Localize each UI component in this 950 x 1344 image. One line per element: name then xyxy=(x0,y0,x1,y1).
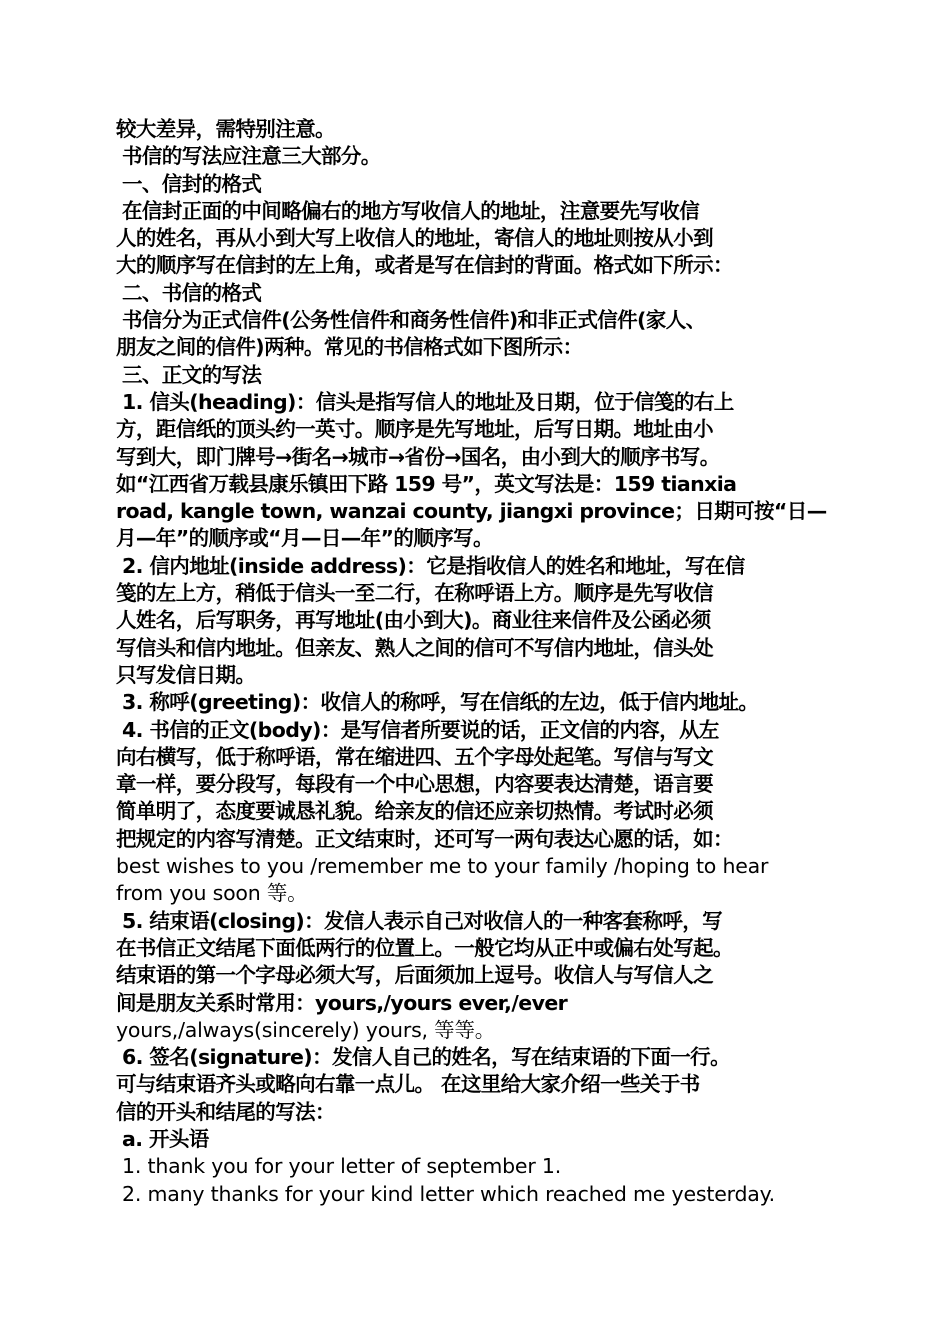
text-line: 在信封正面的中间略偏右的地方写收信人的地址，注意要先写收信 xyxy=(122,198,700,223)
text-line: 间是朋友关系时常用：yours,/yours ever,/ever xyxy=(116,990,568,1015)
text-line: 大的顺序写在信封的左上角，或者是写在信封的背面。格式如下所示： xyxy=(116,253,733,278)
text-line: 方，距信纸的顶头约一英寸。顺序是先写地址，后写日期。地址由小 xyxy=(116,417,713,442)
text-line: 2. many thanks for your kind letter which reached me yesterday. xyxy=(122,1181,775,1206)
text-line: 4. 书信的正文(body)：是写信者所要说的话，正文信的内容，从左 xyxy=(122,717,719,742)
text-line: 1. 信头(heading)：信头是指写信人的地址及日期，位于信笺的右上 xyxy=(122,389,734,414)
text-line: 如“江西省万载县康乐镇田下路 159 号”，英文写法是：159 tianxia xyxy=(116,471,737,496)
text-line: 在书信正文结尾下面低两行的位置上。一般它均从正中或偏右处写起。 xyxy=(116,935,733,960)
text-line: 只写发信日期。 xyxy=(116,662,256,687)
text-line: 书信的写法应注意三大部分。 xyxy=(122,144,381,169)
text-line: best wishes to you /remember me to your family /hoping to hear xyxy=(116,854,769,879)
section-heading: 一、信封的格式 xyxy=(122,171,262,196)
section-heading: 三、正文的写法 xyxy=(122,362,262,387)
text-line: road, kangle town, wanzai county, jiangxi province；日期可按“日— xyxy=(116,499,827,524)
text-line: 朋友之间的信件)两种。常见的书信格式如下图所示： xyxy=(116,335,583,360)
text-line: 5. 结束语(closing)：发信人表示自己对收信人的一种客套称呼，写 xyxy=(122,908,723,933)
text-line: 把规定的内容写清楚。正文结束时，还可写一两句表达心愿的话，如： xyxy=(116,826,733,851)
section-heading: 二、书信的格式 xyxy=(122,280,262,305)
section-heading: a. 开头语 xyxy=(122,1126,209,1151)
text-line: 2. 信内地址(inside address)：它是指收信人的姓名和地址，写在信 xyxy=(122,553,745,578)
text-line: 写信头和信内地址。但亲友、熟人之间的信可不写信内地址，信头处 xyxy=(116,635,713,660)
text-line: from you soon 等。 xyxy=(116,881,308,906)
text-line: 6. 签名(signature)：发信人自己的姓名，写在结束语的下面一行。 xyxy=(122,1045,730,1070)
text-line: 写到大，即门牌号→街名→城市→省份→国名，由小到大的顺序书写。 xyxy=(116,444,720,469)
text-line: 章一样，要分段写，每段有一个中心思想，内容要表达清楚，语言要 xyxy=(116,772,713,797)
text-line: 人的姓名，再从小到大写上收信人的地址，寄信人的地址则按从小到 xyxy=(116,226,713,251)
text-line: yours,/always(sincerely) yours, 等等。 xyxy=(116,1017,496,1042)
text-line: 月—年”的顺序或“月—日—年”的顺序写。 xyxy=(116,526,493,551)
text-line: 简单明了，态度要诚恳礼貌。给亲友的信还应亲切热情。考试时必须 xyxy=(116,799,713,824)
text-line: 3. 称呼(greeting)：收信人的称呼，写在信纸的左边，低于信内地址。 xyxy=(122,690,759,715)
text-line: 笺的左上方，稍低于信头一至二行，在称呼语上方。顺序是先写收信 xyxy=(116,581,713,606)
document-body xyxy=(116,116,850,1208)
text-line: 较大差异，需特别注意。 xyxy=(116,117,335,141)
text-line: 信的开头和结尾的写法： xyxy=(116,1099,335,1124)
text-line: 书信分为正式信件(公务性信件和商务性信件)和非正式信件(家人、 xyxy=(122,308,706,333)
text-line: 结束语的第一个字母必须大写，后面须加上逗号。收信人与写信人之 xyxy=(116,963,713,988)
text-line: 向右横写，低于称呼语，常在缩进四、五个字母处起笔。写信与写文 xyxy=(116,744,713,769)
text-line: 人姓名，后写职务，再写地址(由小到大)。商业往来信件及公函必须 xyxy=(116,608,711,633)
text-line: 1. thank you for your letter of september 1. xyxy=(122,1154,562,1179)
text-line: 可与结束语齐头或略向右靠一点儿。 在这里给大家介绍一些关于书 xyxy=(116,1072,700,1097)
